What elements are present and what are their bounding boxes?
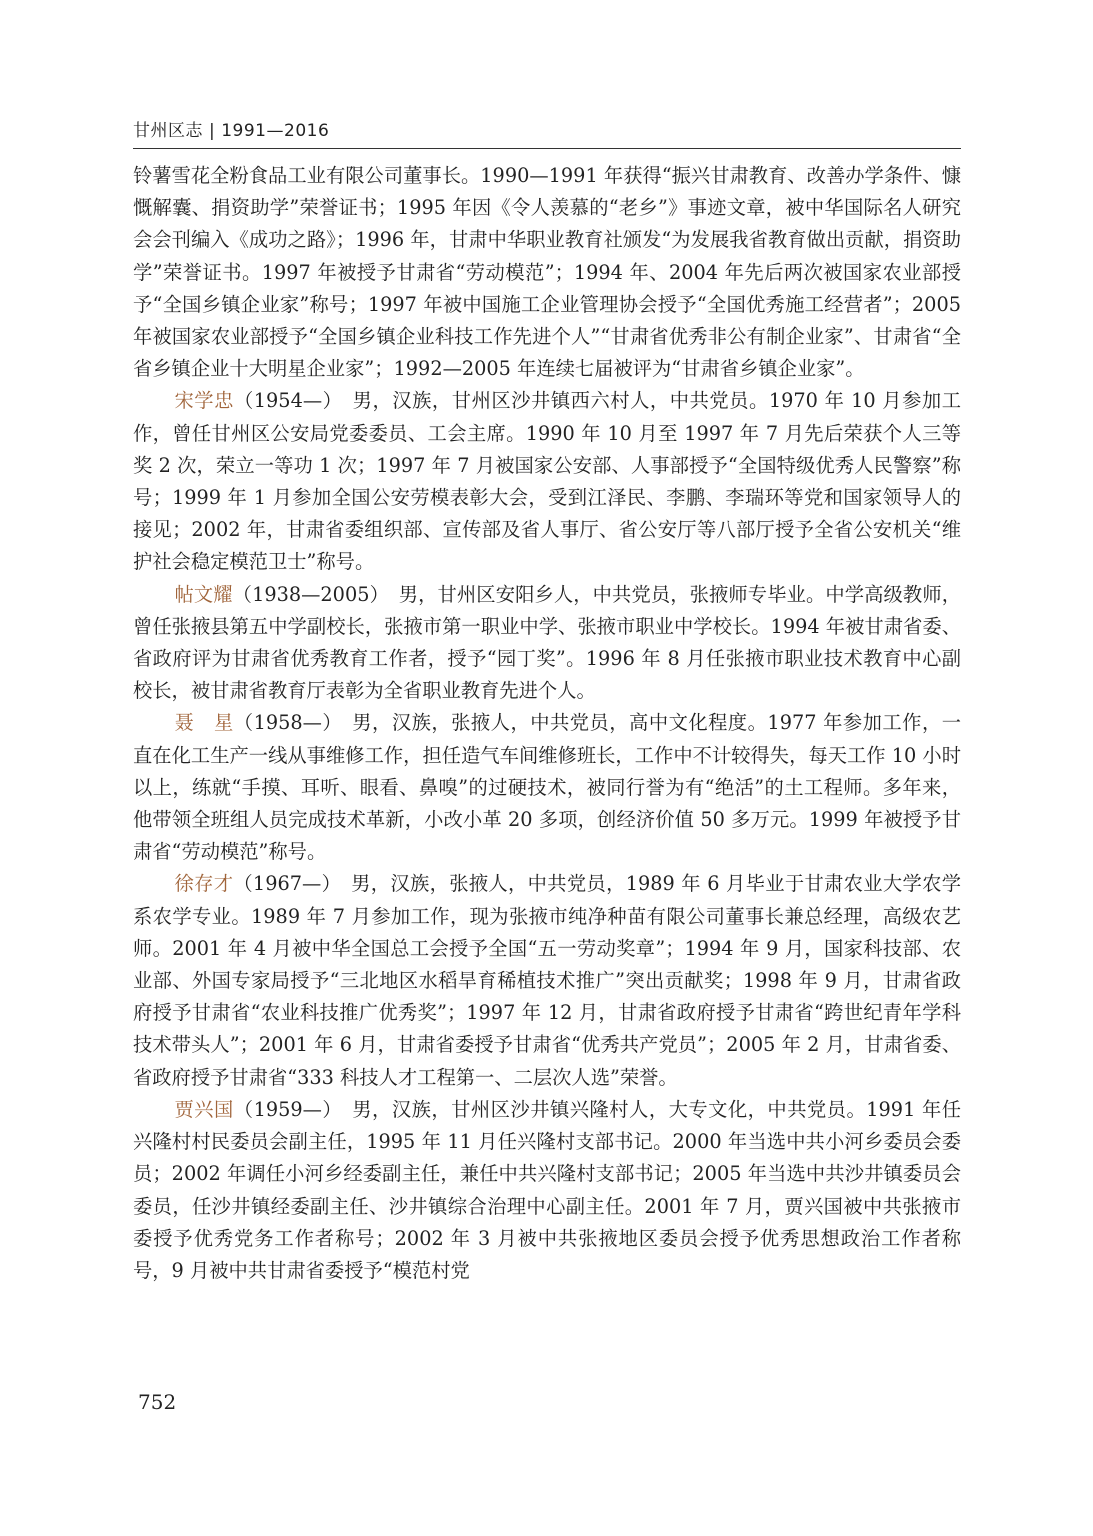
person-name: 聂 星 — [174, 711, 234, 735]
book-years: 1991—2016 — [221, 121, 330, 141]
biography-paragraph — [133, 868, 961, 1093]
paragraph-text: （1959—） 男，汉族，甘州区沙井镇兴隆村人，大专文化，中共党员。1991 年任兴隆村村民委员会副主任，1995 年 11 月任兴隆村支部书记。2000 年当选中共小河乡委员会委员；2002 年调任小河乡经委副主任，兼任中共兴隆村支部书记；2005 年当选中共沙井镇委员会委员，任沙井镇经委副主任、沙井镇综合治理中心副主任。2001 年 7 月，贾兴国被中共张掖市委授予优秀党务工作者称号；2002 年 3 月被中共张掖地区委员会授予优秀思想政治工作者称号，9 月被中共甘肃省委授予“模范村党 — [133, 1097, 962, 1282]
paragraph-continued — [133, 160, 961, 385]
person-name: 帖文耀 — [174, 582, 233, 606]
paragraph-text: （1938—2005） 男，甘州区安阳乡人，中共党员，张掖师专毕业。中学高级教师，曾任张掖县第五中学副校长，张掖市第一职业中学、张掖市职业中学校长。1994 年被甘肃省委、省政府评为甘肃省优秀教育工作者，授予“园丁奖”。1996 年 8 月任张掖市职业技术教育中心副校长，被甘肃省教育厅表彰为全省职业教育先进个人。 — [133, 582, 962, 703]
paragraph-text: （1967—） 男，汉族，张掖人，中共党员，1989 年 6 月毕业于甘肃农业大学农学系农学专业。1989 年 7 月参加工作，现为张掖市纯净种苗有限公司董事长兼总经理，高级农艺师。2001 年 4 月被中华全国总工会授予全国“五一劳动奖章”；1994 年 9 月，国家科技部、农业部、外国专家局授予“三北地区水稻旱育稀植技术推广”突出贡献奖；1998 年 9 月，甘肃省政府授予甘肃省“农业科技推广优秀奖”；1997 年 12 月，甘肃省政府授予甘肃省“跨世纪青年学科技术带头人”；2001 年 6 月，甘肃省委授予甘肃省“优秀共产党员”；2005 年 2 月，甘肃省委、省政府授予甘肃省“333 科技人才工程第一、二层次人选”荣誉。 — [133, 872, 961, 1089]
book-title: 甘州区志 — [133, 121, 203, 141]
biography-paragraph — [133, 385, 961, 578]
person-name: 徐存才 — [174, 872, 234, 896]
paragraph-text: 铃薯雪花全粉食品工业有限公司董事长。1990—1991 年获得“振兴甘肃教育、改善办学条件、慷慨解囊、捐资助学”荣誉证书；1995 年因《令人羡慕的“老乡”》事迹文章，被中华国际名人研究会会刊编入《成功之路》；1996 年，甘肃中华职业教育社颁发“为发展我省教育做出贡献，捐资助学”荣誉证书。1997 年被授予甘肃省“劳动模范”；1994 年、2004 年先后两次被国家农业部授予“全国乡镇企业家”称号；1997 年被中国施工企业管理协会授予“全国优秀施工经营者”；2005 年被国家农业部授予“全国乡镇企业科技工作先进个人”“甘肃省优秀非公有制企业家”、甘肃省“全省乡镇企业十大明星企业家”；1992—2005 年连续七届被评为“甘肃省乡镇企业家”。 — [133, 164, 961, 381]
person-name: 贾兴国 — [174, 1097, 234, 1121]
biography-paragraph — [133, 579, 961, 708]
biography-paragraph — [133, 1094, 961, 1287]
page-number: 752 — [138, 1390, 177, 1414]
header-separator: | — [209, 121, 216, 141]
body-text — [133, 160, 961, 1287]
paragraph-text: （1958—） 男，汉族，张掖人，中共党员，高中文化程度。1977 年参加工作，一直在化工生产一线从事维修工作，担任造气车间维修班长，工作中不计较得失，每天工作 10 小时以上，练就“手摸、耳听、眼看、鼻嗅”的过硬技术，被同行誉为有“绝活”的土工程师。多年来，他带领全班组人员完成技术革新，小改小革 20 多项，创经济价值 50 多万元。1999 年被授予甘肃省“劳动模范”称号。 — [133, 711, 962, 864]
person-name: 宋学忠 — [174, 389, 234, 413]
paragraph-text: （1954—） 男，汉族，甘州区沙井镇西六村人，中共党员。1970 年 10 月参加工作，曾任甘州区公安局党委委员、工会主席。1990 年 10 月至 1997 年 7 月先后荣获个人三等奖 2 次，荣立一等功 1 次；1997 年 7 月被国家公安部、人事部授予“全国特级优秀人民警察”称号；1999 年 1 月参加全国公安劳模表彰大会，受到江泽民、李鹏、李瑞环等党和国家领导人的接见；2002 年，甘肃省委组织部、宣传部及省人事厅、省公安厅等八部厅授予全省公安机关“维护社会稳定模范卫士”称号。 — [133, 389, 962, 574]
biography-paragraph — [133, 707, 961, 868]
running-head — [133, 118, 961, 149]
